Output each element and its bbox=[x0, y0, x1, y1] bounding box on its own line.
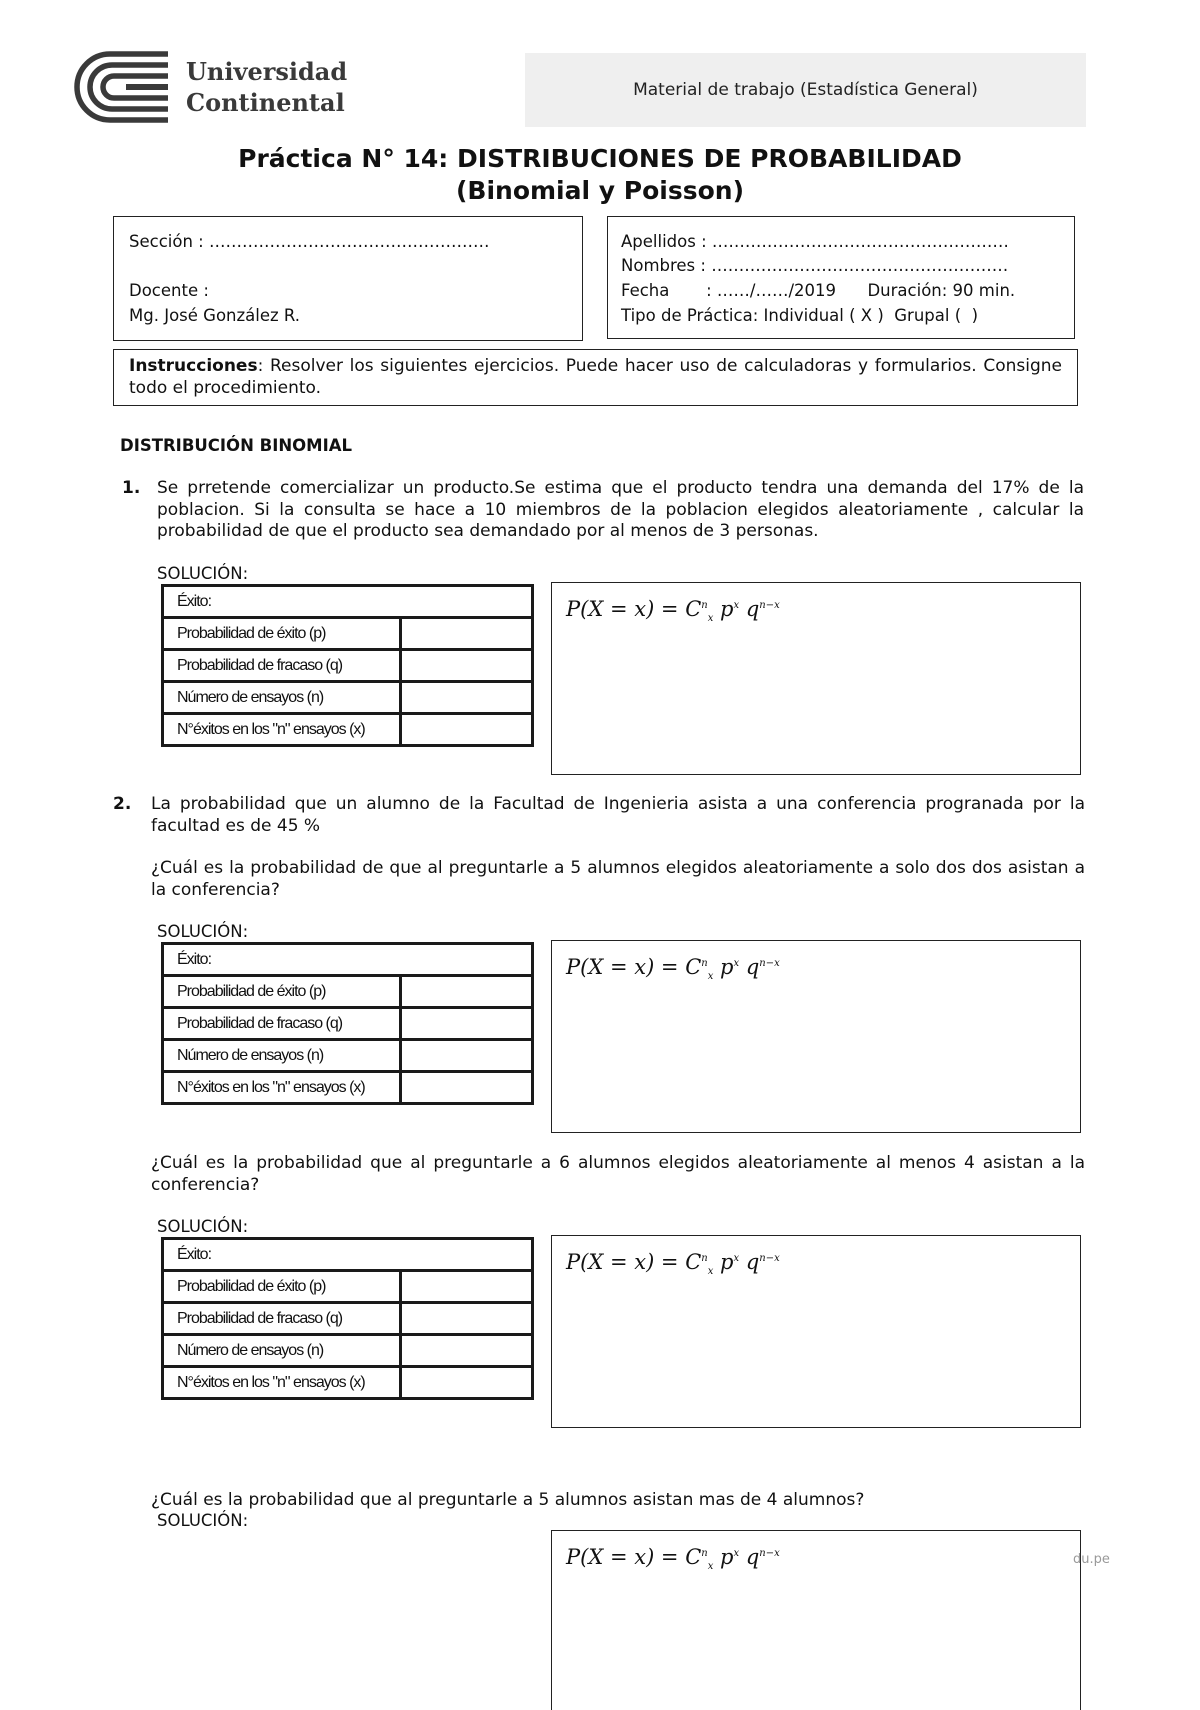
date-duration-field: Fecha : ……/……/2019 Duración: 90 min. bbox=[621, 281, 1016, 300]
q-label: Probabilidad de fracaso (q) bbox=[163, 1008, 401, 1040]
table-row bbox=[163, 1008, 533, 1040]
page-subtitle: (Binomial y Poisson) bbox=[455, 176, 744, 205]
solution-label: SOLUCIÓN: bbox=[157, 1511, 249, 1530]
n-label: Número de ensayos (n) bbox=[163, 682, 401, 714]
table-row bbox=[163, 1335, 533, 1367]
question-2-text: La probabilidad que un alumno de la Facultad de Ingenieria asista a una conferencia progranada por la facultad es de 45 % bbox=[151, 794, 1085, 836]
question-1-number: 1. bbox=[122, 478, 141, 498]
success-cell: Éxito: bbox=[163, 586, 533, 618]
q-value-cell[interactable] bbox=[401, 1303, 533, 1335]
solution-table bbox=[161, 1237, 534, 1400]
table-row bbox=[163, 650, 533, 682]
success-cell: Éxito: bbox=[163, 944, 533, 976]
practice-type-field: Tipo de Práctica: Individual ( X ) Grupal ( ) bbox=[621, 306, 979, 325]
x-value-cell[interactable] bbox=[401, 714, 533, 746]
p-value-cell[interactable] bbox=[401, 1271, 533, 1303]
solution-label: SOLUCIÓN: bbox=[157, 564, 249, 583]
work-area[interactable] bbox=[551, 1530, 1081, 1710]
table-row bbox=[163, 714, 533, 746]
question-1-text: Se prretende comercializar un producto.Se estima que el producto tendra una demanda del 17% de la poblacion. Si la consulta se hace a 10 miembros de la poblacion elegidos aleatoriamente , calcular la probabilidad de que el producto sea demandado por al menos de 3 personas. bbox=[157, 478, 1084, 541]
work-area[interactable] bbox=[551, 1235, 1081, 1428]
p-label: Probabilidad de éxito (p) bbox=[163, 1271, 401, 1303]
solution-label: SOLUCIÓN: bbox=[157, 1217, 249, 1236]
x-value-cell[interactable] bbox=[401, 1367, 533, 1399]
q-value-cell[interactable] bbox=[401, 650, 533, 682]
header-banner bbox=[525, 53, 1086, 127]
solution-table bbox=[161, 584, 534, 747]
logo-line-1: Universidad bbox=[186, 57, 348, 86]
table-row bbox=[163, 1072, 533, 1104]
n-label: Número de ensayos (n) bbox=[163, 1040, 401, 1072]
table-row bbox=[163, 682, 533, 714]
logo-wordmark bbox=[186, 56, 347, 118]
question-2b-text: ¿Cuál es la probabilidad que al preguntarle a 6 alumnos elegidos aleatoriamente al menos 4 asistan a la conferencia? bbox=[151, 1153, 1085, 1195]
info-box-left bbox=[113, 216, 583, 341]
instructions-text: : Resolver los siguientes ejercicios. Puede hacer uso de calculadoras y formularios. Consigne todo el procedimiento. bbox=[129, 356, 1062, 398]
x-label: N°éxitos en los "n" ensayos (x) bbox=[163, 1072, 401, 1104]
question-2a-text: ¿Cuál es la probabilidad de que al preguntarle a 5 alumnos elegidos aleatoriamente a solo dos dos asistan a la conferencia? bbox=[151, 858, 1085, 900]
table-row bbox=[163, 976, 533, 1008]
instructions-label: Instrucciones bbox=[129, 356, 258, 376]
names-field: Nombres : ……………………………………………… bbox=[621, 256, 1009, 275]
section-title: DISTRIBUCIÓN BINOMIAL bbox=[120, 436, 353, 455]
solution-label: SOLUCIÓN: bbox=[157, 922, 249, 941]
page-title: Práctica N° 14: DISTRIBUCIONES DE PROBABILIDAD bbox=[238, 144, 962, 173]
table-row bbox=[163, 1303, 533, 1335]
success-cell: Éxito: bbox=[163, 1239, 533, 1271]
n-label: Número de ensayos (n) bbox=[163, 1335, 401, 1367]
watermark-text: du.pe bbox=[1073, 1552, 1110, 1567]
info-box-right bbox=[607, 216, 1075, 339]
logo-line-2: Continental bbox=[186, 88, 345, 117]
x-label: N°éxitos en los "n" ensayos (x) bbox=[163, 1367, 401, 1399]
q-label: Probabilidad de fracaso (q) bbox=[163, 1303, 401, 1335]
p-label: Probabilidad de éxito (p) bbox=[163, 976, 401, 1008]
teacher-name: Mg. José González R. bbox=[129, 306, 301, 325]
p-value-cell[interactable] bbox=[401, 618, 533, 650]
banner-text: Material de trabajo (Estadística General) bbox=[633, 80, 978, 100]
table-row bbox=[163, 944, 533, 976]
table-row bbox=[163, 1239, 533, 1271]
n-value-cell[interactable] bbox=[401, 1335, 533, 1367]
x-label: N°éxitos en los "n" ensayos (x) bbox=[163, 714, 401, 746]
question-2c-text: ¿Cuál es la probabilidad que al preguntarle a 5 alumnos asistan mas de 4 alumnos? bbox=[151, 1490, 865, 1510]
n-value-cell[interactable] bbox=[401, 1040, 533, 1072]
surname-field: Apellidos : ……………………………………………… bbox=[621, 232, 1009, 251]
teacher-field: Docente : bbox=[129, 281, 209, 300]
solution-table bbox=[161, 942, 534, 1105]
n-value-cell[interactable] bbox=[401, 682, 533, 714]
instructions-box bbox=[113, 349, 1078, 406]
q-value-cell[interactable] bbox=[401, 1008, 533, 1040]
p-label: Probabilidad de éxito (p) bbox=[163, 618, 401, 650]
work-area[interactable] bbox=[551, 582, 1081, 775]
binomial-formula: $P(X = x) = C^n_x$ $p^x$ $q^{n-x}$ bbox=[566, 1545, 780, 1573]
table-row bbox=[163, 586, 533, 618]
table-row bbox=[163, 1367, 533, 1399]
q-label: Probabilidad de fracaso (q) bbox=[163, 650, 401, 682]
section-field: Sección : …………………………………………… bbox=[129, 232, 490, 251]
binomial-formula: $P(X = x) = C^n_x$ $p^x$ $q^{n-x}$ bbox=[566, 1250, 780, 1278]
table-row bbox=[163, 618, 533, 650]
x-value-cell[interactable] bbox=[401, 1072, 533, 1104]
question-2-number: 2. bbox=[113, 794, 132, 814]
binomial-formula: $P(X = x) = C^n_x$ $p^x$ $q^{n-x}$ bbox=[566, 955, 780, 983]
table-row bbox=[163, 1040, 533, 1072]
work-area[interactable] bbox=[551, 940, 1081, 1133]
p-value-cell[interactable] bbox=[401, 976, 533, 1008]
binomial-formula: $P(X = x) = C^n_x$ $p^x$ $q^{n-x}$ bbox=[566, 597, 780, 625]
table-row bbox=[163, 1271, 533, 1303]
